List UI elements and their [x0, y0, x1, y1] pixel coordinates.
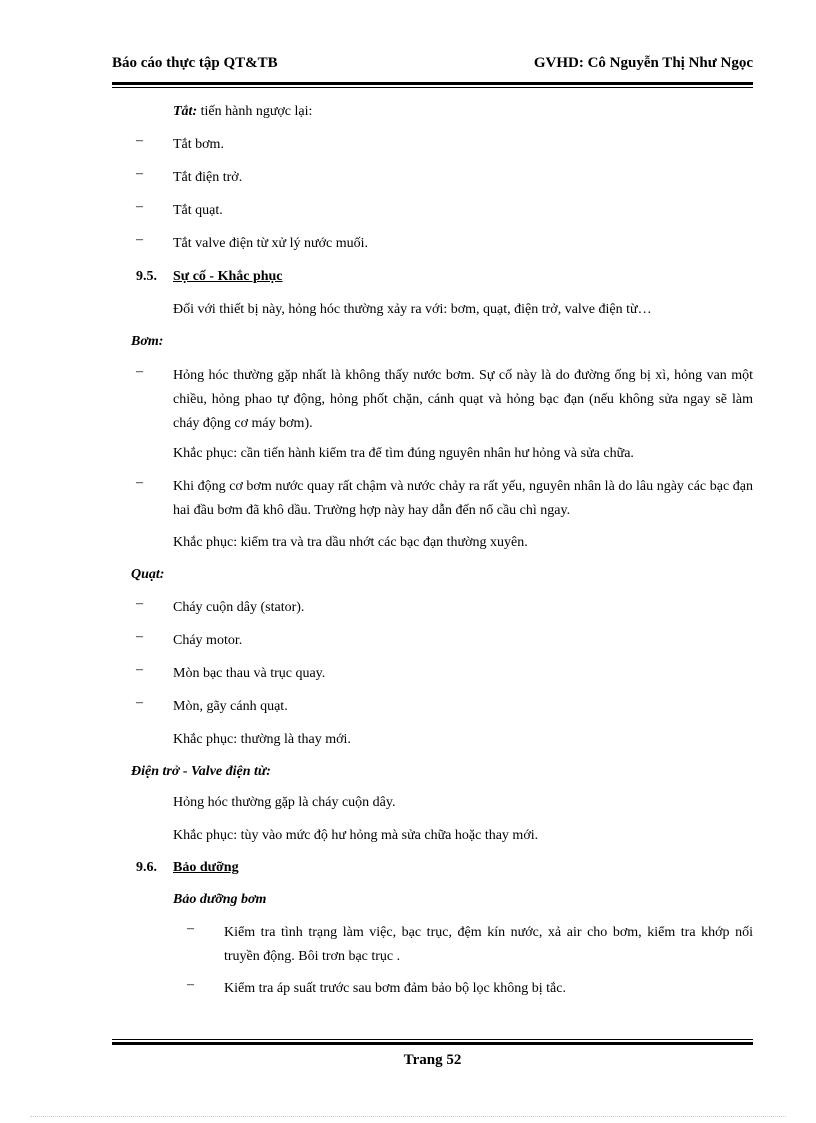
heater-heading: Điện trở - Valve điện từ:	[131, 764, 271, 779]
section-95-number: 9.5.	[136, 269, 157, 284]
off-step: Tắt điện trở.	[173, 170, 243, 185]
dash-marker: –	[136, 629, 143, 644]
off-intro-label: Tắt:	[173, 104, 198, 119]
dash-marker: –	[187, 921, 194, 936]
dash-marker: –	[136, 364, 143, 379]
dash-marker: –	[136, 133, 143, 148]
pump-item-1: Hỏng hóc thường gặp nhất là không thấy nước bơm. Sự cố này là do đường ống bị xì, hỏng van một chiều, hỏng phao tự động, hỏng phốt chặn, cánh quạt và hỏng bạc đạn (nếu không sửa ngay sẽ làm cháy động cơ máy bơm).	[173, 368, 753, 431]
fan-fix: Khắc phục: thường là thay mới.	[173, 732, 351, 747]
pump-heading: Bơm:	[131, 334, 164, 349]
section-96-number: 9.6.	[136, 860, 157, 875]
dash-marker: –	[136, 199, 143, 214]
heater-text: Hỏng hóc thường gặp là cháy cuộn dây.	[173, 795, 396, 810]
heater-fix: Khắc phục: tùy vào mức độ hư hỏng mà sửa chữa hoặc thay mới.	[173, 828, 539, 843]
pump-fix-1: Khắc phục: cần tiến hành kiểm tra để tìm đúng nguyên nhân hư hỏng và sửa chữa.	[173, 446, 634, 461]
header-rule-thick	[112, 82, 753, 85]
page-bottom-divider	[30, 1116, 786, 1117]
page-number: Trang 52	[403, 1052, 462, 1068]
off-intro-text: tiến hành ngược lại:	[197, 104, 313, 119]
section-96-subheading: Bảo dưỡng bơm	[173, 892, 267, 907]
section-95-intro: Đối với thiết bị này, hỏng hóc thường xảy ra với: bơm, quạt, điện trở, valve điện từ…	[173, 302, 652, 317]
fan-heading: Quạt:	[131, 567, 165, 582]
footer-rule-thin	[112, 1039, 753, 1040]
footer-rule-thick	[112, 1042, 753, 1045]
dash-marker: –	[187, 977, 194, 992]
dash-marker: –	[136, 596, 143, 611]
dash-marker: –	[136, 662, 143, 677]
pump-item-2: Khi động cơ bơm nước quay rất chậm và nước chảy ra rất yếu, nguyên nhân là do lâu ngày các bạc đạn hai đầu bơm đã khô dầu. Trường hợp này hay dẫn đến nổ cầu chì ngay.	[173, 479, 753, 518]
header-right: GVHD: Cô Nguyễn Thị Như Ngọc	[533, 55, 753, 71]
dash-marker: –	[136, 232, 143, 247]
off-intro	[173, 100, 753, 124]
fan-item: Cháy cuộn dây (stator).	[173, 600, 305, 615]
section-95-title: Sự cố - Khắc phục	[173, 269, 283, 284]
fan-item: Mòn, gãy cánh quạt.	[173, 699, 288, 714]
off-step: Tắt bơm.	[173, 137, 224, 152]
dash-marker: –	[136, 695, 143, 710]
header-rule-thin	[112, 87, 753, 88]
section-96-title: Bảo dưỡng	[173, 860, 239, 875]
header-left: Báo cáo thực tập QT&TB	[112, 55, 278, 71]
pump-fix-2: Khắc phục: kiểm tra và tra dầu nhớt các bạc đạn thường xuyên.	[173, 535, 528, 550]
maintenance-item: Kiểm tra tình trạng làm việc, bạc trục, đệm kín nước, xả air cho bơm, kiểm tra khớp nối truyền động. Bôi trơn bạc trục .	[224, 925, 753, 964]
dash-marker: –	[136, 475, 143, 490]
off-step: Tắt valve điện từ xử lý nước muối.	[173, 236, 369, 251]
off-step: Tắt quạt.	[173, 203, 223, 218]
fan-item: Mòn bạc thau và trục quay.	[173, 666, 326, 681]
fan-item: Cháy motor.	[173, 633, 243, 648]
maintenance-item: Kiểm tra áp suất trước sau bơm đảm bảo bộ lọc không bị tắc.	[224, 981, 566, 996]
dash-marker: –	[136, 166, 143, 181]
